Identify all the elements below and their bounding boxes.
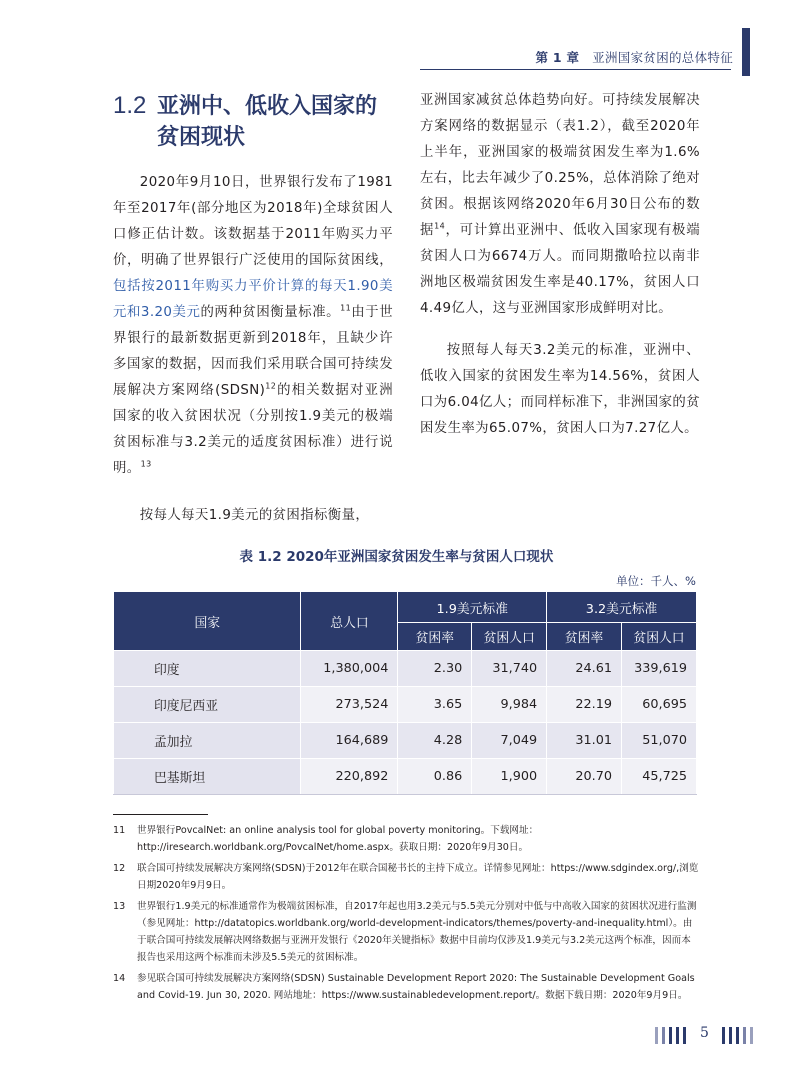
footnote-text: 联合国可持续发展解决方案网络(SDSN)于2012年在联合国秘书长的主持下成立。详情参见网址：https://www.sdgindex.org/,浏览日期2020年9月9日。: [137, 863, 699, 891]
table-caption: 表 1.2 2020年亚洲国家贫困发生率与贫困人口现状: [239, 549, 554, 565]
section-title-line2: 贫困现状: [157, 124, 246, 150]
running-header: [535, 48, 733, 66]
cell-pop-3-2: 45,725: [622, 759, 697, 795]
cell-country: 印度尼西亚: [114, 687, 301, 723]
poverty-table: [113, 591, 697, 795]
cell-rate-3-2: 20.70: [547, 759, 622, 795]
highlighted-text: 包括按2011年购买力平价计算的每天1.90美元和3.20美元: [113, 279, 393, 320]
cell-total: 164,689: [301, 723, 398, 759]
footnote-ref-14[interactable]: 14: [434, 221, 446, 231]
header-rule: [420, 69, 731, 70]
cell-pop-1-9: 7,049: [472, 723, 547, 759]
section-title-line1: 亚洲中、低收入国家的: [157, 93, 378, 119]
page-number: 5: [700, 1025, 709, 1041]
col-header-rate-1-9: 贫困率: [398, 623, 472, 651]
footnote-ref-12[interactable]: 12: [265, 381, 277, 391]
cell-pop-1-9: 9,984: [472, 687, 547, 723]
text-run: 2020年9月10日，世界银行发布了1981年至2017年(部分地区为2018年)全球贫困人口修正估计数。该数据基于2011年购买力平价，明确了世界银行广泛使用的国际贫困线，: [113, 175, 393, 268]
cell-rate-1-9: 2.30: [398, 651, 472, 687]
col-header-rate-3-2: 贫困率: [547, 623, 622, 651]
cell-rate-3-2: 24.61: [547, 651, 622, 687]
cell-pop-3-2: 60,695: [622, 687, 697, 723]
col-header-3-2-standard: 3.2美元标准: [547, 592, 697, 623]
text-run: 的相关数据对亚洲国家的收入贫困状况（分别按1.9美元的极端贫困标准与3.2美元的适度贫困标准）进行说明。: [113, 383, 393, 476]
cell-rate-1-9: 4.28: [398, 723, 472, 759]
cell-pop-3-2: 339,619: [622, 651, 697, 687]
page-decoration-right: [722, 1027, 753, 1044]
footnote-text: 世界银行1.9美元的标准通常作为极端贫困标准，自2017年起也用3.2美元与5.5美元分别对中低与中高收入国家的贫困状况进行监测（参见网址：http://datatopics.worldbank.org/world-development-indicators/themes/poverty-and-inequality.html）。由于联合国可持续发展解决网络数据与亚洲开发银行《2020年关键指标》数据中目前均仅涉及1.9美元与3.2美元这两个标准，因而本报告也采用这两个标准而未涉及5.5美元的贫困标准。: [137, 901, 697, 963]
cell-rate-1-9: 0.86: [398, 759, 472, 795]
left-column: [113, 170, 393, 482]
chapter-label: 第 1 章: [535, 50, 580, 65]
text-run: ，可计算出亚洲中、低收入国家现有极端贫困人口为6674万人。而同期撒哈拉以南非洲地区极端贫困发生率是40.17%，贫困人口4.49亿人，这与亚洲国家形成鲜明对比。: [420, 223, 701, 316]
col-header-total-population: 总人口: [301, 592, 398, 651]
footnote-number: 11: [113, 825, 126, 836]
table-row: [114, 651, 697, 687]
footnote-number: 12: [113, 863, 126, 874]
cell-country: 孟加拉: [114, 723, 301, 759]
page-decoration-left: [655, 1027, 686, 1044]
col-header-country: 国家: [114, 592, 301, 651]
footnote-text: 世界银行PovcalNet: an online analysis tool for global poverty monitoring。下载网址：http://iresearch.worldbank.org/PovcalNet/home.aspx。获取日期：2020年9月30日。: [137, 825, 539, 853]
footnote-13: [113, 898, 699, 966]
col-header-poor-pop-1-9: 贫困人口: [472, 623, 547, 651]
paragraph-worldbank: [113, 170, 393, 482]
footnote-11: [113, 822, 699, 856]
chapter-title: 亚洲国家贫困的总体特征: [592, 50, 733, 65]
text-run: 的两种贫困衡量标准。: [200, 305, 341, 320]
table-row: [114, 687, 697, 723]
cell-total: 273,524: [301, 687, 398, 723]
text-run: 亚洲国家减贫总体趋势向好。可持续发展解决方案网络的数据显示（表1.2），截至2020年上半年，亚洲国家的极端贫困发生率为1.6%左右，比去年减少了0.25%，总体消除了绝对贫困。根据该网络2020年6月30日公布的数据: [420, 93, 700, 238]
footnote-number: 13: [113, 901, 126, 912]
footnote-number: 14: [113, 973, 126, 984]
footnote-14: [113, 970, 699, 1004]
footnote-text: 参见联合国可持续发展解决方案网络(SDSN) Sustainable Development Report 2020: The Sustainable Development Goals and Covid-19. Jun 30, 2020. 网站地址：https://www.sustainabledevelopment.report/。数据下载日期：2020年9月9日。: [137, 973, 695, 1001]
cell-pop-3-2: 51,070: [622, 723, 697, 759]
cell-rate-3-2: 22.19: [547, 687, 622, 723]
text-run: 由于世界银行的最新数据更新到2018年，且缺少许多国家的数据，因而我们采用联合国可持续发展解决方案网络(SDSN): [113, 305, 394, 398]
footnote-ref-13[interactable]: 13: [140, 459, 152, 469]
table-row: [114, 723, 697, 759]
table-unit: 单位：千人、%: [616, 574, 696, 588]
col-header-1-9-standard: 1.9美元标准: [398, 592, 547, 623]
table-row: [114, 759, 697, 795]
section-number: 1.2: [113, 92, 147, 119]
paragraph-3-2-standard: 按照每人每天3.2美元的标准，亚洲中、低收入国家的贫困发生率为14.56%，贫困人口为6.04亿人；而同样标准下，非洲国家的贫困发生率为65.07%，贫困人口为7.27亿人。: [420, 343, 700, 436]
cell-total: 220,892: [301, 759, 398, 795]
footnote-rule: [113, 814, 208, 815]
cell-country: 印度: [114, 651, 301, 687]
paragraph-trend: [420, 88, 700, 322]
cell-rate-3-2: 31.01: [547, 723, 622, 759]
cell-country: 巴基斯坦: [114, 759, 301, 795]
section-title: [113, 90, 403, 153]
header-accent-bar: [742, 28, 750, 76]
right-column: [420, 88, 700, 442]
col-header-poor-pop-3-2: 贫困人口: [622, 623, 697, 651]
cell-pop-1-9: 31,740: [472, 651, 547, 687]
paragraph-1-9-standard: 按每人每天1.9美元的贫困指标衡量，: [139, 508, 370, 523]
cell-pop-1-9: 1,900: [472, 759, 547, 795]
footnote-ref-11[interactable]: 11: [340, 303, 352, 313]
cell-rate-1-9: 3.65: [398, 687, 472, 723]
cell-total: 1,380,004: [301, 651, 398, 687]
footnote-12: [113, 860, 699, 894]
